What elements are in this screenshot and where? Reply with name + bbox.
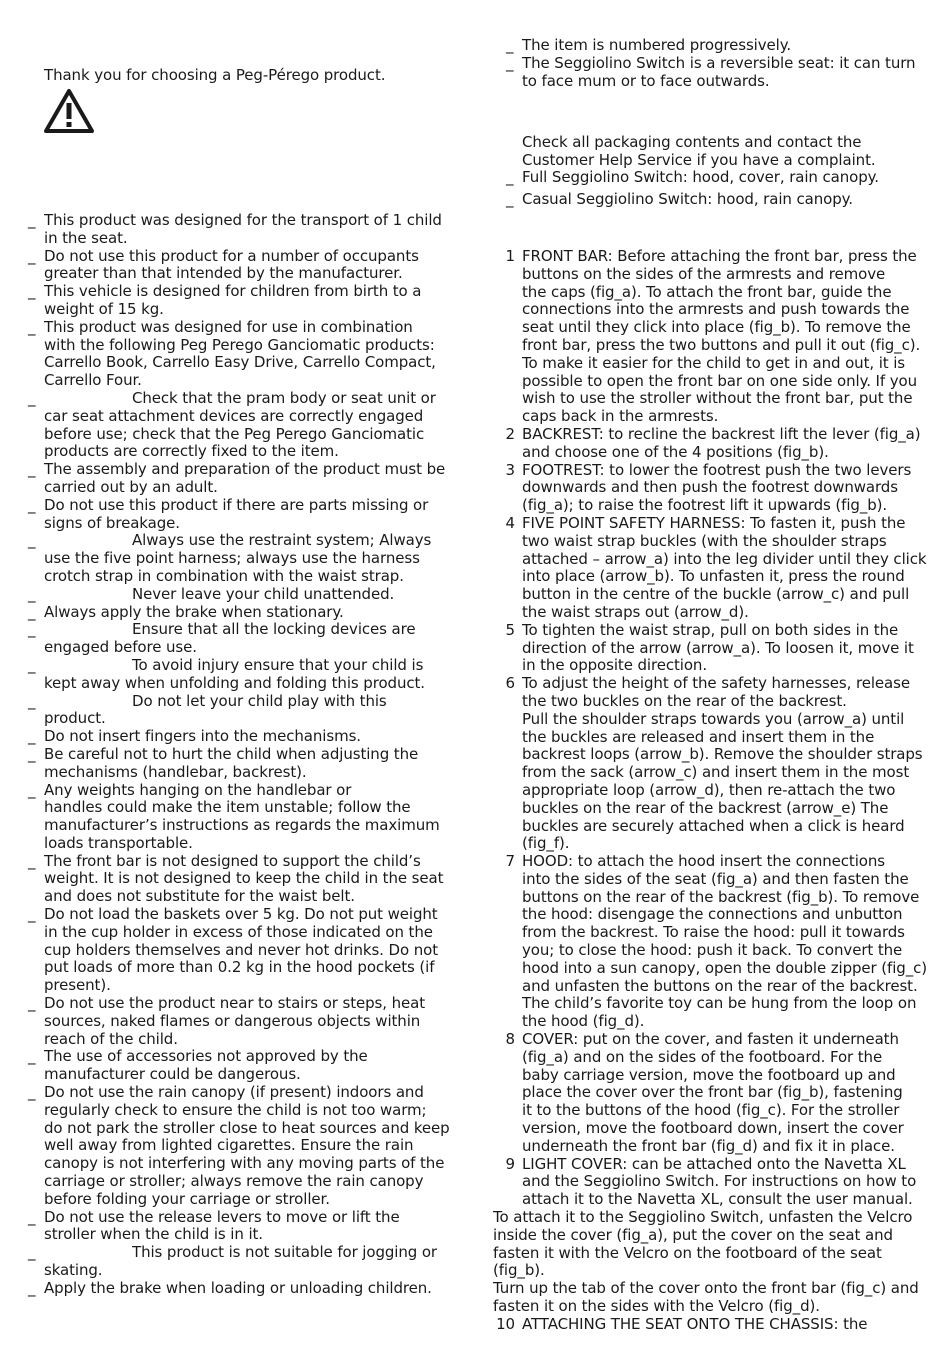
text-line: kept away when unfolding and folding this product. [44, 673, 425, 692]
text-line: To tighten the waist strap, pull on both sides in the [522, 620, 899, 639]
text-line: present). [44, 976, 111, 995]
text-line: Always apply the brake when stationary. [44, 602, 344, 621]
text-line: carriage or stroller; always remove the rain canopy [44, 1172, 424, 1191]
text-line: This product was designed for use in combination [44, 317, 413, 336]
text-line: the hood (fig_d). [522, 1012, 645, 1031]
text-line: The front bar is not designed to support the child’s [44, 851, 421, 870]
text-line: Turn up the tab of the cover onto the front bar (fig_c) and [493, 1279, 919, 1298]
text-line: (fig_a); to raise the footrest lift it upwards (fig_b). [522, 496, 888, 515]
text-line: weight of 15 kg. [44, 299, 164, 318]
text-line: the two buckles on the rear of the backrest. [522, 691, 847, 710]
list-item [506, 55, 946, 91]
text-line: direction of the arrow (arrow_a). To loosen it, move it [522, 638, 914, 657]
text-line: before folding your carriage or stroller. [44, 1189, 330, 1208]
list-item [28, 1280, 468, 1298]
text-line: HOOD: to attach the hood insert the connections [522, 852, 885, 871]
bullet-mark: _ [506, 53, 514, 72]
bullet-mark: _ [28, 388, 36, 407]
paragraph [493, 1209, 943, 1280]
text-line: Apply the brake when loading or unloading children. [44, 1278, 432, 1297]
bullet-mark: _ [28, 905, 36, 924]
bullet-mark: _ [28, 744, 36, 763]
text-line: caps back in the armrests. [522, 407, 719, 426]
bullet-mark: _ [28, 1243, 36, 1262]
info-list [506, 37, 946, 90]
text-line: the hood: disengage the connections and unbutton [522, 905, 903, 924]
thank-you-text: Thank you for choosing a Peg-Pérego product. [44, 66, 386, 84]
text-line: in the cup holder in excess of those indicated on the [44, 922, 433, 941]
bullet-mark: _ [28, 602, 36, 621]
step-number: 6 [505, 674, 515, 693]
text-line: Do not use the release levers to move or lift the [44, 1207, 400, 1226]
text-line: products are correctly fixed to the item. [44, 442, 339, 461]
text-line: buttons on the sides of the armrests and remove [522, 264, 886, 283]
warning-icon [43, 88, 95, 134]
bullet-mark: _ [28, 727, 36, 746]
step-item [493, 675, 943, 853]
bullet-mark: _ [28, 851, 36, 870]
list-item [28, 319, 468, 390]
step-item [493, 1156, 943, 1209]
text-line: version, move the footboard down, insert the cover [522, 1119, 904, 1138]
text-line: The assembly and preparation of the product must be [44, 460, 446, 479]
step-item [493, 515, 943, 622]
text-line: the waist straps out (arrow_d). [522, 602, 749, 621]
text-line: wish to use the stroller without the front bar, put the [522, 389, 913, 408]
step-item [493, 622, 943, 675]
text-line: buttons on the rear of the backrest (fig_b). To remove [522, 887, 920, 906]
list-item [28, 461, 468, 497]
list-item [28, 586, 468, 604]
text-line [44, 390, 468, 408]
text-line: BACKREST: to recline the backrest lift the lever (fig_a) [522, 424, 921, 443]
text-line: (fig_f). [522, 834, 570, 853]
text-line [44, 657, 468, 675]
list-item [28, 746, 468, 782]
list-item [28, 248, 468, 284]
list-item [28, 1244, 468, 1280]
list-item [28, 906, 468, 995]
bullet-mark: _ [28, 1207, 36, 1226]
text-line: handles could make the item unstable; follow the [44, 798, 411, 817]
text-line: The child’s favorite toy can be hung from the loop on [522, 994, 917, 1013]
bullet-mark: _ [28, 317, 36, 336]
text-line: the buckles are released and insert them in the [522, 727, 875, 746]
text-line: Do not use the product near to stairs or steps, heat [44, 994, 426, 1013]
bullet-mark: _ [28, 531, 36, 550]
text-line: (fig_b). [493, 1261, 545, 1280]
list-item [28, 728, 468, 746]
text-line: To adjust the height of the safety harnesses, release [522, 674, 910, 693]
text-line [44, 621, 468, 639]
bullet-mark: _ [28, 780, 36, 799]
text-line: engaged before use. [44, 638, 197, 657]
list-item [28, 995, 468, 1048]
bullet-mark: _ [28, 495, 36, 514]
text-line: backrest loops (arrow_b). Remove the shoulder straps [522, 745, 923, 764]
text-line: inside the cover (fig_a), put the cover on the seat and [493, 1225, 893, 1244]
text-line: greater than that intended by the manufacturer. [44, 264, 403, 283]
text-line: This product was designed for the transport of 1 child [44, 211, 442, 229]
list-item [28, 853, 468, 906]
text-line: connections into the armrests and push towards the [522, 300, 910, 319]
text-line: button in the centre of the buckle (arrow_c) and pull [522, 585, 910, 604]
text-line: buckles are securely attached when a click is heard [522, 816, 905, 835]
bullet-mark: _ [28, 994, 36, 1013]
text-line: well away from lighted cigarettes. Ensure the rain [44, 1136, 414, 1155]
bullet-mark: _ [28, 246, 36, 265]
text-line: canopy is not interfering with any moving parts of the [44, 1154, 445, 1173]
list-item [28, 212, 468, 248]
text-line: To attach it to the Seggiolino Switch, unfasten the Velcro [493, 1208, 913, 1227]
text-line: baby carriage version, move the footboard up and [522, 1065, 896, 1084]
list-item [28, 657, 468, 693]
text-line: The use of accessories not approved by the [44, 1047, 368, 1066]
text-line: put loads of more than 0.2 kg in the hood pockets (if [44, 958, 435, 977]
text-line: attach it to the Navetta XL, consult the user manual. [522, 1190, 913, 1209]
step-number: 4 [505, 513, 515, 532]
text-line: two waist strap buckles (with the shoulder straps [522, 531, 887, 550]
text-line: fasten it on the sides with the Velcro (fig_d). [493, 1297, 820, 1316]
text-line: product. [44, 709, 106, 728]
text-line: into place (arrow_b). To unfasten it, press the round [522, 567, 905, 586]
text-line: front bar, press the two buttons and pull it out (fig_c). [522, 335, 921, 354]
step-item [493, 1031, 943, 1156]
bullet-mark: _ [28, 1047, 36, 1066]
text-line: buckles on the rear of the backrest (arrow_e) The [522, 798, 889, 817]
text-line [44, 532, 468, 550]
text-line: Check all packaging contents and contact the [522, 133, 862, 151]
step-item [493, 248, 943, 426]
bullet-mark: _ [28, 1278, 36, 1297]
bullet-mark: _ [28, 282, 36, 301]
text-line: downwards and then push the footrest downwards [522, 478, 898, 497]
text-line: Be careful not to hurt the child when adjusting the [44, 744, 419, 763]
text-line: to face mum or to face outwards. [522, 71, 770, 90]
bullet-mark: _ [28, 584, 36, 603]
text-line: stroller when the child is in it. [44, 1225, 263, 1244]
warnings-list [28, 212, 468, 1298]
text-line: FRONT BAR: Before attaching the front bar, press the [522, 247, 917, 265]
text-line: FOOTREST: to lower the footrest push the two levers [522, 460, 912, 479]
text-line: weight. It is not designed to keep the child in the seat [44, 869, 444, 888]
text-line: Any weights hanging on the handlebar or [44, 780, 352, 799]
text-line: manufacturer could be dangerous. [44, 1065, 301, 1084]
list-item [506, 191, 946, 209]
list-item [28, 1048, 468, 1084]
text-line: from the sack (arrow_c) and insert them in the most [522, 763, 910, 782]
text-line: Carrello Book, Carrello Easy Drive, Carrello Compact, [44, 353, 436, 372]
text-line: fasten it with the Velcro on the footboard of the seat [493, 1243, 882, 1262]
text-line: Do not use the rain canopy (if present) indoors and [44, 1083, 424, 1102]
text-line: skating. [44, 1261, 103, 1280]
text-line [44, 1244, 468, 1262]
bullet-mark: _ [28, 620, 36, 639]
text-line: The item is numbered progressively. [522, 36, 792, 54]
text-line: (fig_a) and on the sides of the footboard. For the [522, 1047, 883, 1066]
text-line: possible to open the front bar on one side only. If you [522, 371, 917, 390]
text-line: car seat attachment devices are correctly engaged [44, 406, 424, 425]
list-item [28, 604, 468, 622]
text-line: Do not load the baskets over 5 kg. Do not put weight [44, 905, 438, 924]
text-line: underneath the front bar (fig_d) and fix it in place. [522, 1136, 895, 1155]
text-line: and unfasten the buttons on the rear of the backrest. [522, 976, 918, 995]
text-line: regularly check to ensure the child is not too warm; [44, 1100, 427, 1119]
text-line: and the Seggiolino Switch. For instructions on how to [522, 1172, 917, 1191]
text-line-content: Always use the restraint system; Always [132, 531, 432, 550]
text-line: it to the buttons of the hood (fig_c). For the stroller [522, 1101, 900, 1120]
bullet-mark: _ [506, 36, 514, 54]
text-line-content: Do not let your child play with this [132, 691, 387, 710]
bullet-mark: _ [28, 1083, 36, 1102]
text-line: manufacturer’s instructions as regards the maximum [44, 816, 440, 835]
text-line: use the five point harness; always use the harness [44, 549, 420, 568]
step-item [493, 462, 943, 515]
text-line: attached – arrow_a) into the leg divider until they click [522, 549, 927, 568]
text-line: appropriate loop (arrow_d), then re-attach the two [522, 780, 896, 799]
list-item [28, 497, 468, 533]
step-number: 1 [505, 247, 515, 265]
bullet-mark: _ [28, 691, 36, 710]
list-item [28, 621, 468, 657]
list-item [28, 532, 468, 585]
text-line: in the seat. [44, 228, 128, 247]
text-line: COVER: put on the cover, and fasten it underneath [522, 1030, 899, 1049]
step-number: 5 [505, 620, 515, 639]
text-line: sources, naked flames or dangerous objects within [44, 1011, 421, 1030]
text-line: loads transportable. [44, 833, 193, 852]
text-line: signs of breakage. [44, 513, 180, 532]
text-line: with the following Peg Perego Ganciomatic products: [44, 335, 435, 354]
text-line [44, 586, 468, 604]
text-line: carried out by an adult. [44, 477, 218, 496]
text-line: Do not insert fingers into the mechanisms. [44, 727, 361, 746]
packaging-text [522, 134, 942, 170]
text-line: mechanisms (handlebar, backrest). [44, 762, 307, 781]
step-item [493, 853, 943, 1031]
text-line: seat until they click into place (fig_b). To remove the [522, 318, 911, 337]
step-number: 2 [505, 424, 515, 443]
bullet-mark: _ [28, 460, 36, 479]
text-line: crotch strap in combination with the waist strap. [44, 566, 404, 585]
text-line: Pull the shoulder straps towards you (arrow_a) until [522, 709, 905, 728]
step-item [493, 426, 943, 462]
step-number: 9 [505, 1154, 515, 1173]
instruction-steps [493, 248, 943, 1334]
text-line: Casual Seggiolino Switch: hood, rain canopy. [522, 189, 853, 208]
bullet-mark: _ [506, 189, 514, 208]
step-number: 8 [505, 1030, 515, 1049]
text-line-content: Never leave your child unattended. [132, 584, 395, 603]
step-item [493, 1316, 943, 1334]
list-item [28, 693, 468, 729]
text-line: Do not use this product if there are parts missing or [44, 495, 429, 514]
list-item [28, 283, 468, 319]
text-line: Customer Help Service if you have a complaint. [522, 150, 876, 169]
text-line: do not park the stroller close to heat sources and keep [44, 1118, 450, 1137]
list-item [28, 1084, 468, 1209]
text-line: This vehicle is designed for children from birth to a [44, 282, 422, 301]
bullet-mark: _ [28, 655, 36, 674]
text-line: into the sides of the seat (fig_a) and then fasten the [522, 869, 909, 888]
list-item [506, 37, 946, 55]
step-number: 3 [505, 460, 515, 479]
step-number: 10 [496, 1314, 515, 1333]
text-line-content: Check that the pram body or seat unit or [132, 388, 436, 407]
text-line: you; to close the hood: push it back. To convert the [522, 941, 903, 960]
text-line: Do not use this product for a number of occupants [44, 246, 419, 265]
text-line: The Seggiolino Switch is a reversible seat: it can turn [522, 53, 916, 72]
list-item [28, 782, 468, 853]
text-line: and does not substitute for the waist belt. [44, 887, 355, 906]
text-line: and choose one of the 4 positions (fig_b). [522, 442, 829, 461]
bullet-mark: _ [506, 168, 514, 186]
packaging-list [506, 169, 946, 209]
text-line: cup holders themselves and never hot drinks. Do not [44, 940, 438, 959]
text-line: place the cover over the front bar (fig_b), fastening [522, 1083, 903, 1102]
list-item [506, 169, 946, 187]
text-line: from the backrest. To raise the hood: pull it towards [522, 923, 905, 942]
text-line: Full Seggiolino Switch: hood, cover, rain canopy. [522, 168, 879, 186]
text-line: in the opposite direction. [522, 656, 707, 675]
paragraph [493, 1280, 943, 1316]
list-item [28, 390, 468, 461]
text-line: FIVE POINT SAFETY HARNESS: To fasten it, push the [522, 513, 906, 532]
text-line [44, 693, 468, 711]
text-line: reach of the child. [44, 1029, 178, 1048]
text-line: LIGHT COVER: can be attached onto the Navetta XL [522, 1154, 906, 1173]
text-line-content: This product is not suitable for jogging or [132, 1243, 438, 1262]
text-line: the caps (fig_a). To attach the front bar, guide the [522, 282, 892, 301]
bullet-mark: _ [28, 211, 36, 229]
text-line: ATTACHING THE SEAT ONTO THE CHASSIS: the [522, 1314, 868, 1333]
text-line: before use; check that the Peg Perego Ganciomatic [44, 424, 425, 443]
text-line: To make it easier for the child to get in and out, it is [522, 353, 906, 372]
text-line-content: Ensure that all the locking devices are [132, 620, 416, 639]
step-number: 7 [505, 852, 515, 871]
text-line: Carrello Four. [44, 371, 142, 390]
list-item [28, 1209, 468, 1245]
text-line: hood into a sun canopy, open the double zipper (fig_c) [522, 958, 928, 977]
text-line-content: To avoid injury ensure that your child is [132, 655, 424, 674]
